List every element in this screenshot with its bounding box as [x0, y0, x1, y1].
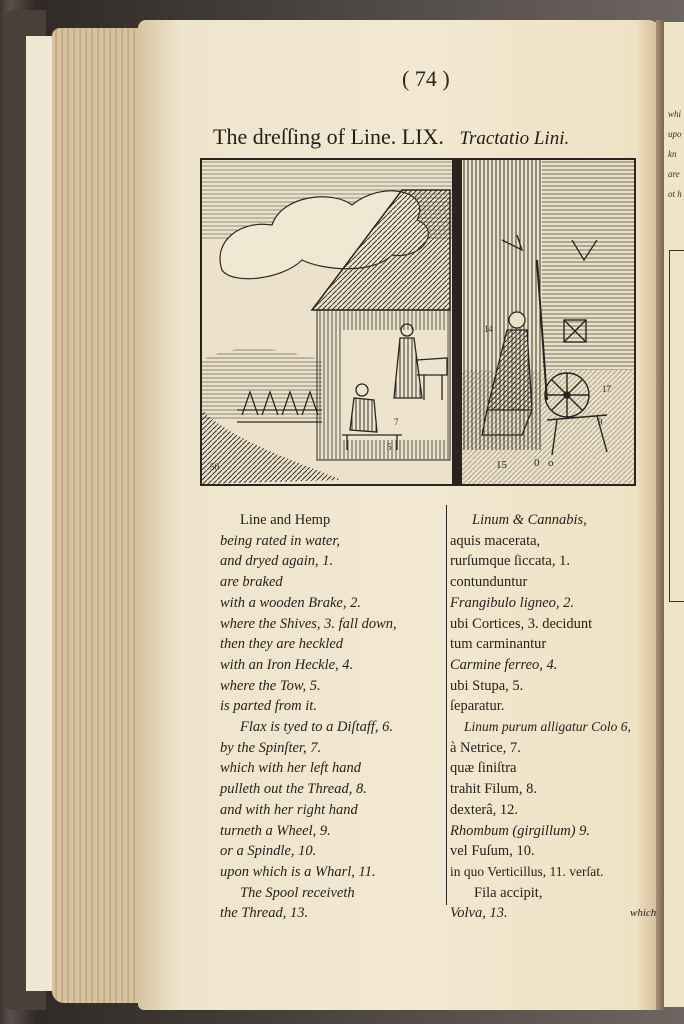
- text-line: dexterâ, 12.: [450, 801, 519, 818]
- text-line: ubi Cortices, 3. decidunt: [450, 615, 593, 632]
- text-line: Rhombum (girgillum) 9.: [450, 822, 591, 839]
- facing-page-fragment: ot h: [668, 189, 682, 199]
- text-line: contunduntur: [450, 574, 528, 591]
- mark-label: o: [548, 457, 554, 469]
- text-line: ubi Stupa, 5.: [450, 677, 524, 694]
- woodcut-illustration: [200, 158, 636, 486]
- text-line: Linum purum alligatur Colo 6,: [464, 719, 631, 735]
- text-line: à Netrice, 7.: [450, 739, 521, 756]
- text-line: tum carminantur: [450, 636, 547, 653]
- text-line: turneth a Wheel, 9.: [220, 822, 331, 839]
- text-line: Flax is tyed to a Diſtaff, 6.: [240, 719, 394, 736]
- english-column: [220, 510, 444, 924]
- catchword: which: [630, 907, 657, 919]
- latin-column: [450, 510, 655, 924]
- endpaper: [26, 36, 52, 991]
- text-line: and dryed again, 1.: [220, 553, 334, 570]
- text-line: or a Spindle, 10.: [220, 843, 317, 860]
- text-line: trahit Filum, 8.: [450, 781, 537, 798]
- text-line: pulleth out the Thread, 8.: [220, 781, 367, 798]
- facing-page-fragment: upo: [668, 129, 682, 139]
- text-line: where the Shives, 3. fall down,: [220, 615, 397, 632]
- text-line: vel Fuſum, 10.: [450, 843, 535, 860]
- facing-page-fragment: whi: [668, 109, 682, 119]
- text-line: Frangibulo ligneo, 2.: [450, 594, 575, 611]
- text-line: being rated in water,: [220, 532, 341, 549]
- mark-label: 17: [602, 384, 611, 394]
- mark-label: 15: [496, 459, 507, 471]
- column-divider: [446, 505, 447, 905]
- plate-number: 50: [210, 462, 219, 472]
- facing-page-illustration-frame: [669, 250, 684, 602]
- text-line: rurſumque ſiccata, 1.: [450, 553, 570, 570]
- title-latin: Tractatio Lini.: [459, 128, 570, 149]
- text-line: with a wooden Brake, 2.: [220, 594, 361, 611]
- text-line: Fila accipit,: [474, 884, 543, 901]
- text-line: which with her left hand: [220, 760, 361, 777]
- title-english: The dreſſing of Line. LIX.: [213, 124, 444, 149]
- mark-label: 9: [598, 417, 603, 427]
- page-title: [213, 124, 658, 150]
- woodcut-drawing: [202, 160, 634, 484]
- text-line: are braked: [220, 574, 283, 591]
- text-line: the Thread, 13.: [220, 905, 309, 922]
- text-line: upon which is a Wharl, 11.: [220, 863, 376, 880]
- text-line: is parted from it.: [220, 698, 317, 715]
- page-number: ( 74 ): [402, 66, 450, 91]
- text-line: with an Iron Heckle, 4.: [220, 656, 354, 673]
- text-line: quæ ſiniſtra: [450, 760, 517, 777]
- text-line: Line and Hemp: [240, 512, 331, 528]
- mark-label: 0: [534, 457, 540, 469]
- mark-label: 5: [387, 442, 392, 452]
- text-line: where the Tow, 5.: [220, 677, 321, 694]
- text-line: by the Spinſter, 7.: [220, 739, 322, 756]
- text-line: and with her right hand: [220, 801, 358, 818]
- text-line: Linum & Cannabis,: [472, 512, 587, 528]
- facing-page-fragment: are: [668, 169, 680, 179]
- text-line: in quo Verticillus, 11. verſat.: [450, 863, 604, 879]
- mark-label: 14: [484, 324, 493, 334]
- facing-page-fragment: kn: [668, 149, 677, 159]
- mark-label: 7: [394, 417, 399, 427]
- text-line: ſeparatur.: [450, 698, 505, 715]
- text-line: Carmine ferreo, 4.: [450, 656, 558, 673]
- text-line: then they are heckled: [220, 636, 344, 653]
- text-line: Volva, 13.: [450, 905, 508, 922]
- text-line: aquis macerata,: [450, 532, 541, 549]
- text-line: The Spool receiveth: [240, 884, 355, 901]
